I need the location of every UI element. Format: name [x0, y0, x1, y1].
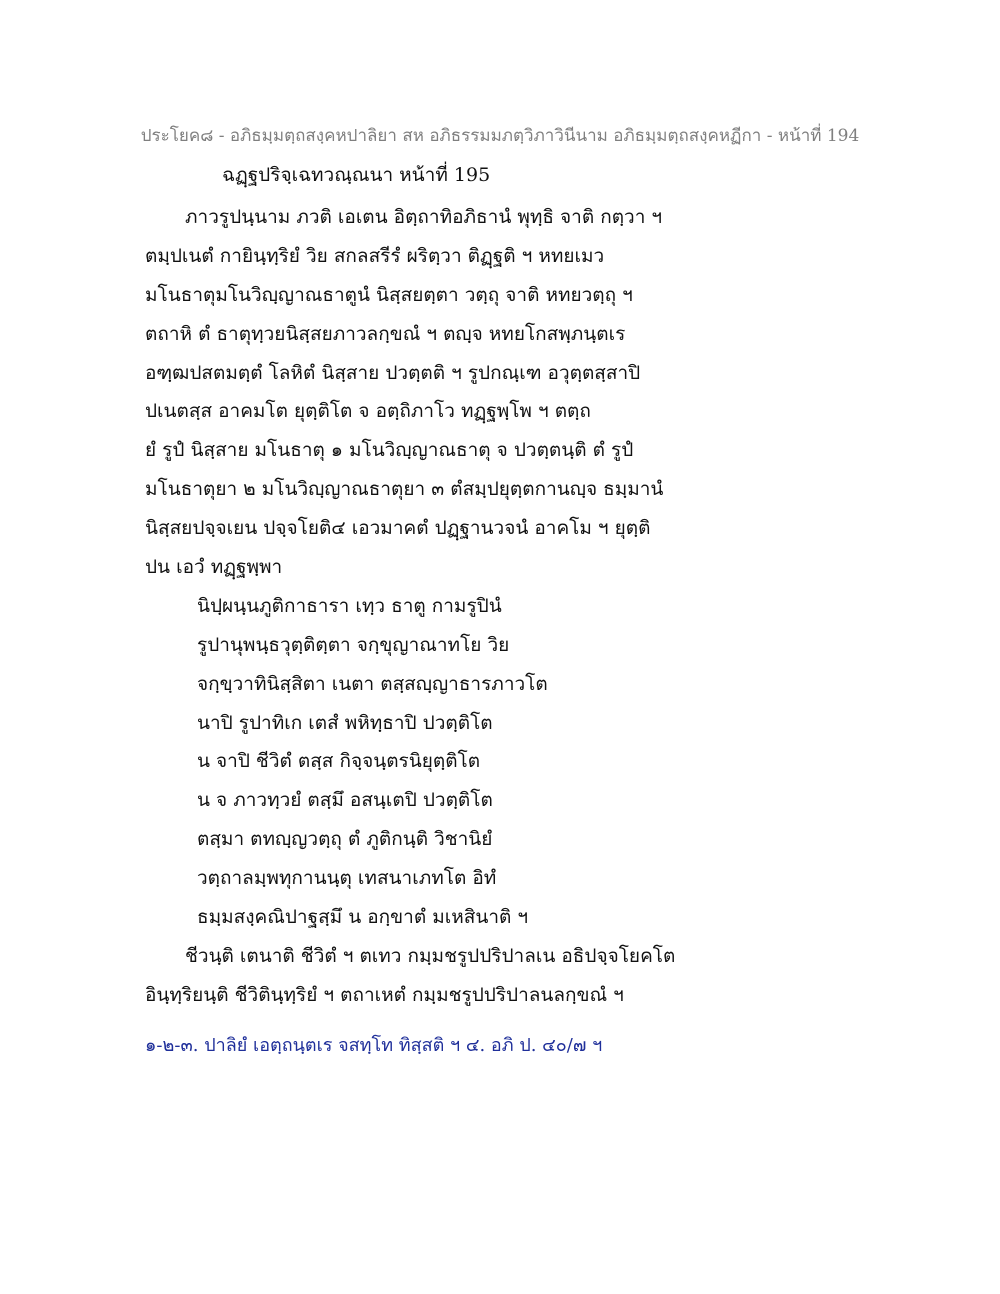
verse-line: รูปานุพนฺธวุตฺติตฺตา จกฺขุญาณาทโย วิย — [197, 633, 510, 656]
body-line: ตถาหิ ตํ ธาตุทฺวยนิสฺสยภาวลกฺขณํ ฯ ตญฺจ หทยโกสพฺภนฺตเร — [145, 322, 626, 345]
body-line: อินฺทฺริยนฺติ ชีวิตินฺทฺริยํ ฯ ตถาเหตํ กมฺมชรูปปริปาลนลกฺขณํ ฯ — [145, 983, 624, 1006]
verse-line: ตสฺมา ตทญฺญวตฺถุ ตํ ภูติกนฺติ วิชานิยํ — [197, 828, 493, 851]
body-line: มโนธาตุมโนวิญฺญาณธาตูนํ นิสฺสยตฺตา วตฺถุ จาติ หทยวตฺถุ ฯ — [145, 283, 633, 306]
body-line: ตมฺปเนตํ กายินฺทฺริยํ วิย สกลสรีรํ ผริตฺวา ติฏฺฐติ ฯ หทยเมว — [145, 244, 605, 267]
verse-line: ธมฺมสงฺคณิปาฐสฺมึ น อกฺขาตํ มเหสินาติ ฯ — [197, 906, 529, 929]
verse-line: นิปฺผนฺนภูติกาธารา เทฺว ธาตู กามรูปินํ — [197, 594, 502, 617]
body-line: ภาวรูปนฺนาม ภวติ เอเตน อิตฺถาทิอภิธานํ พุทฺธิ จาติ กตฺวา ฯ — [185, 206, 663, 228]
verse-line: น จ ภาวทฺวยํ ตสฺมึ อสนฺเตปิ ปวตฺติโต — [197, 789, 493, 812]
body-line: ปเนตสฺส อาคมโต ยุตฺติโต จ อตฺถิภาโว ทฏฺฐพฺโพ ฯ ตตฺถ — [145, 400, 591, 423]
verse-line: วตฺถาลมฺพทุกานนฺตุ เทสนาเภทโต อิทํ — [197, 867, 497, 890]
section-title: ฉฏฺฐปริจฺเฉทวณฺณนา หน้าที่ 195 — [222, 164, 491, 186]
body-line: มโนธาตุยา ๒ มโนวิญฺญาณธาตุยา ๓ ตํสมฺปยุตฺตกานญฺจ ธมฺมานํ — [145, 478, 664, 501]
verse-line: น จาปิ ชีวิตํ ตสฺส กิจฺจนฺตรนิยุตฺติโต — [197, 750, 481, 773]
verse-block — [145, 587, 865, 937]
body-line: อฑฺฒปสตมตฺตํ โลหิตํ นิสฺสาย ปวตฺตติ ฯ รูปกณฺเฑ อวุตฺตสฺสาปิ — [145, 361, 641, 384]
running-header: ประโยค๘ - อภิธมฺมตฺถสงฺคหปาลิยา สห อภิธรรมมภตฺวิภาวินีนาม อภิธมฺมตฺถสงฺคหฏีกา - หน้าที่ 194 — [140, 126, 860, 146]
body-line: ยํ รูปํ นิสฺสาย มโนธาตุ ๑ มโนวิญฺญาณธาตุ จ ปวตฺตนฺติ ตํ รูปํ — [145, 439, 634, 462]
body-line: ปน เอวํ ทฏฺฐพฺพา — [145, 556, 283, 579]
verse-line: นาปิ รูปาทิเก เตสํ พหิทฺธาปิ ปวตฺติโต — [197, 711, 493, 734]
commentary-body — [145, 198, 865, 1015]
footnote: ๑-๒-๓. ปาลิยํ เอตฺถนฺตเร จสทฺโท ทิสฺสติ ฯ ๔. อภิ ป. ๔๐/๗ ฯ — [145, 1035, 603, 1056]
verse-line: จกฺขฺวาทินิสฺสิตา เนตา ตสฺสญฺญาธารภาวโต — [197, 672, 548, 695]
body-line: นิสฺสยปจฺจเยน ปจฺจโยติ๔ เอวมาคตํ ปฏฺฐานวจนํ อาคโม ฯ ยุตฺติ — [145, 517, 651, 540]
body-line: ชีวนฺติ เตนาติ ชีวิตํ ฯ ตเทว กมฺมชรูปปริปาลเน อธิปจฺจโยคโต — [185, 944, 676, 967]
